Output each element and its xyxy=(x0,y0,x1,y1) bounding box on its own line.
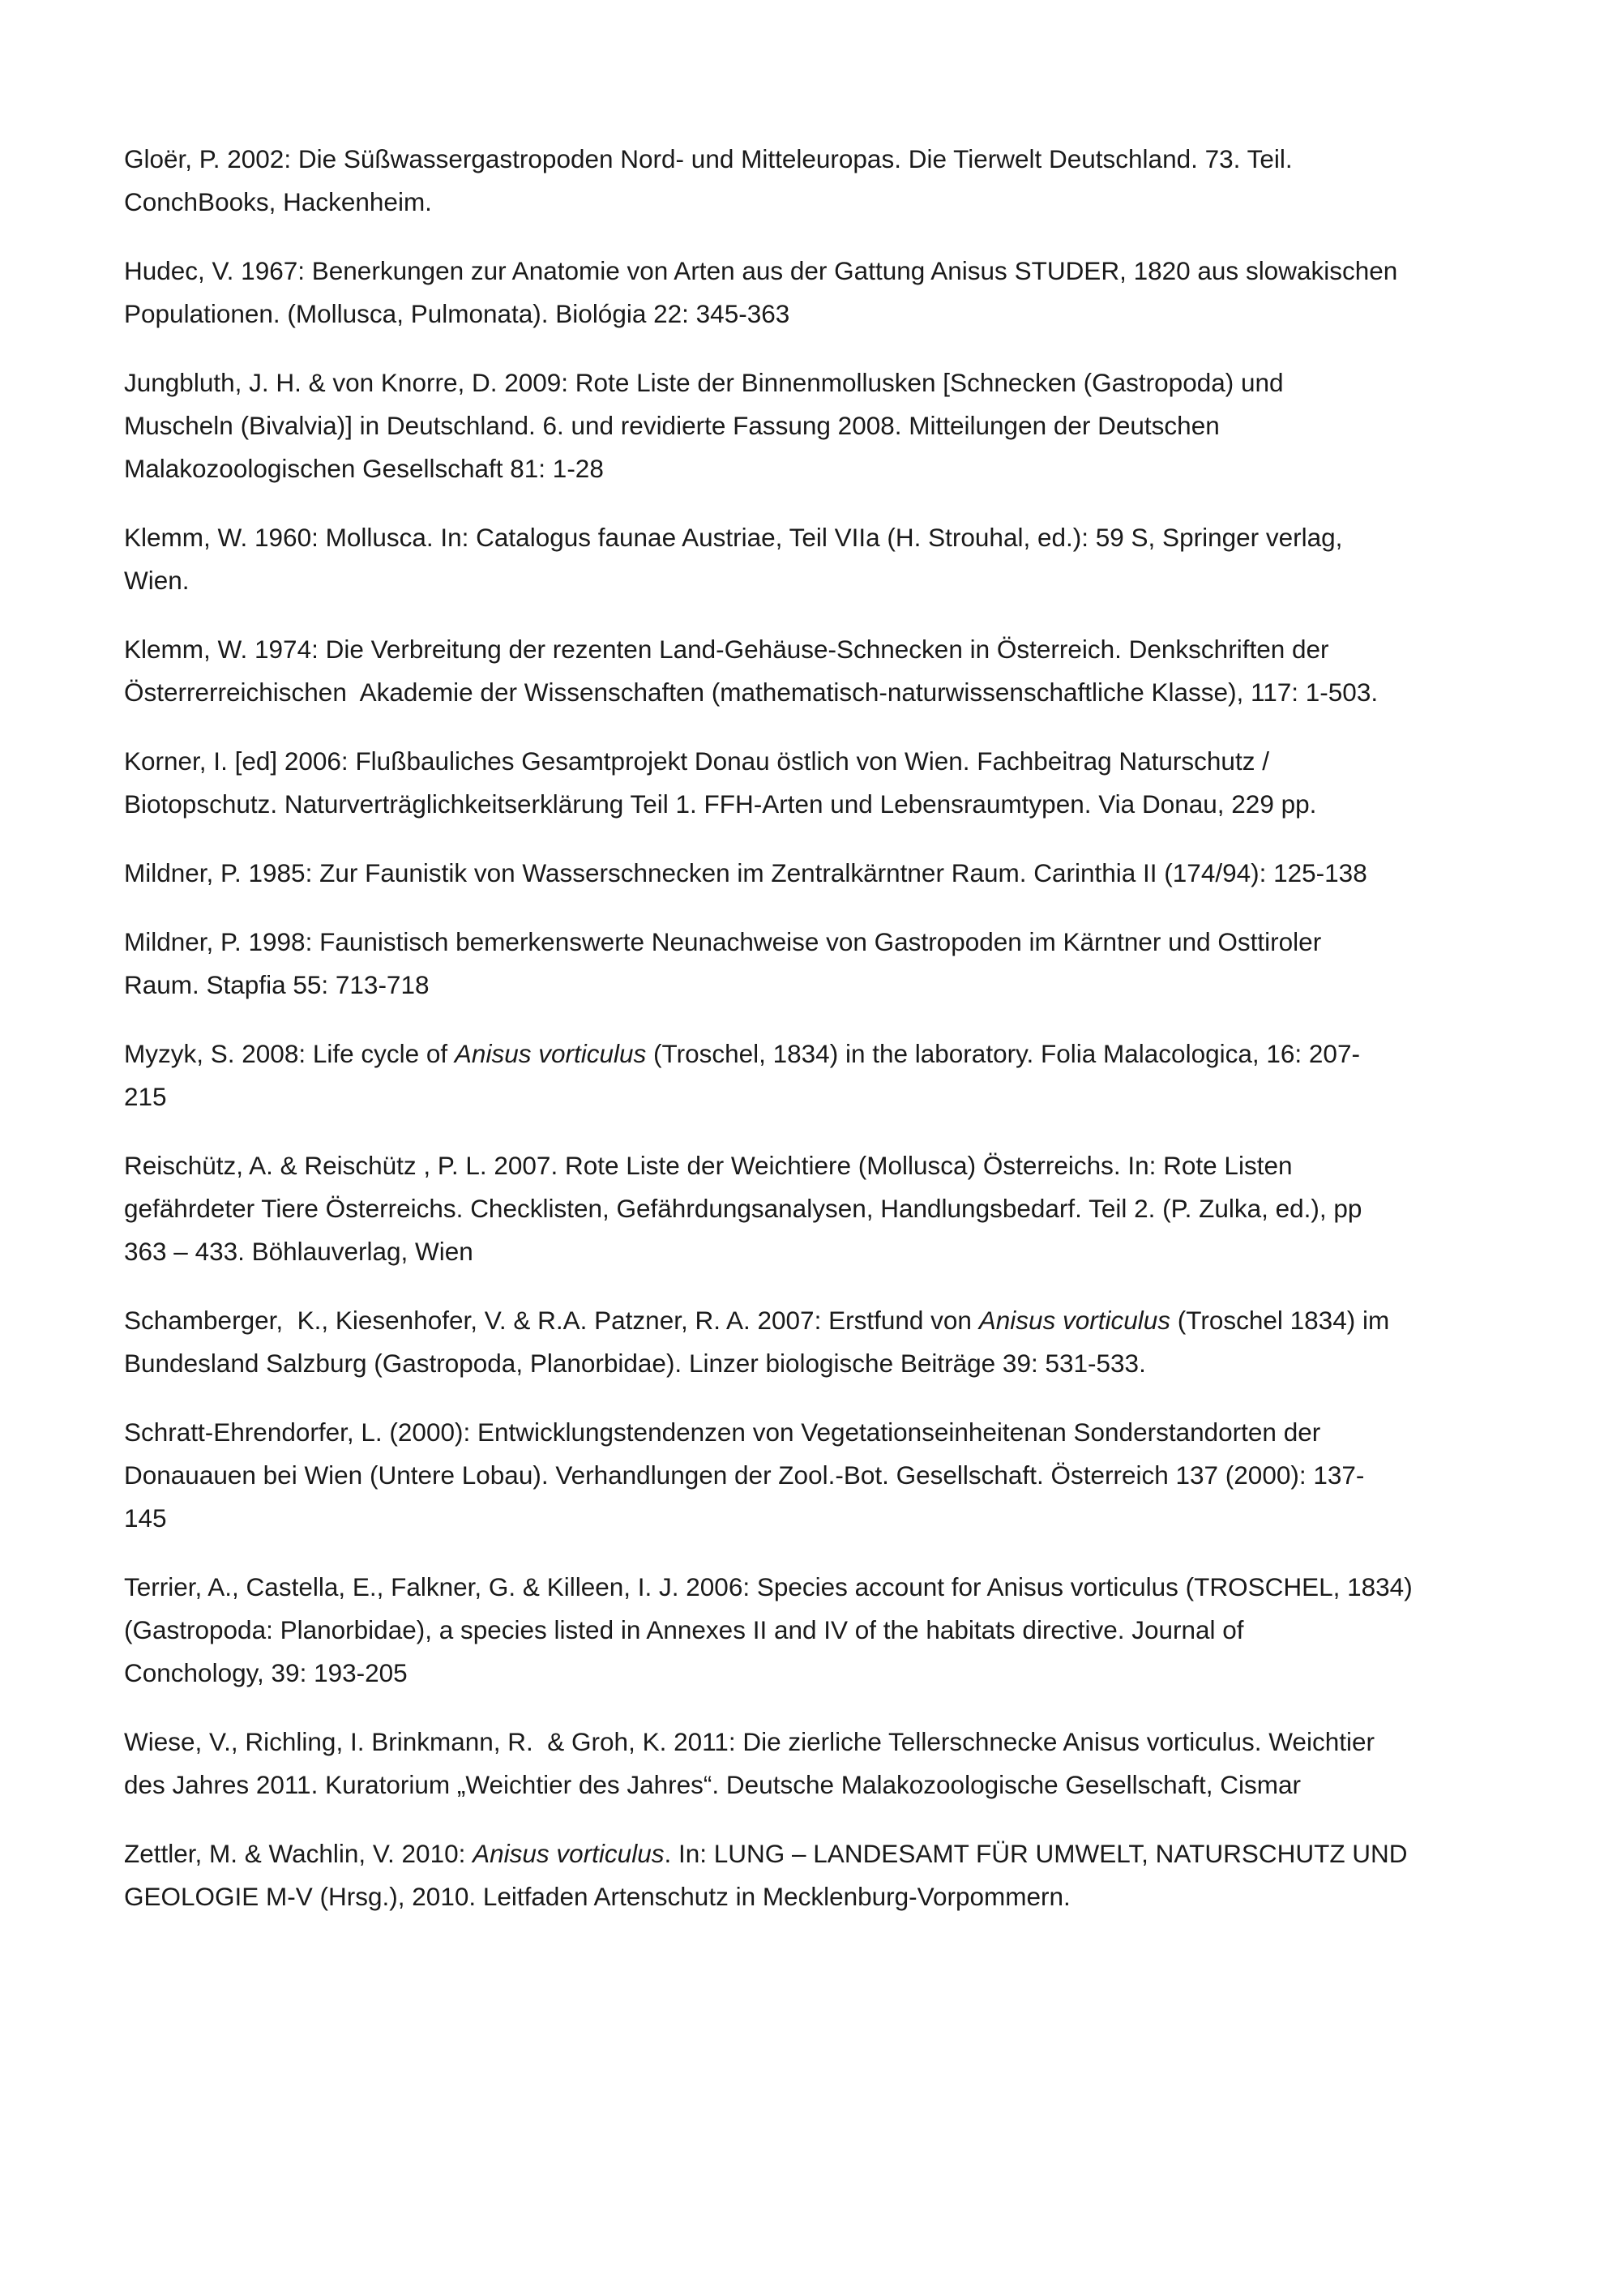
reference-text: Muscheln (Bivalvia)] in Deutschland. 6. und revidierte Fassung 2008. Mitteilungen der Deutschen xyxy=(124,411,1220,440)
reference-line xyxy=(124,293,1502,336)
reference-line xyxy=(124,250,1502,293)
reference-text: Korner, I. [ed] 2006: Flußbauliches Gesamtprojekt Donau östlich von Wien. Fachbeitrag Naturschutz / xyxy=(124,746,1269,776)
reference-line xyxy=(124,516,1502,559)
reference-line xyxy=(124,1454,1502,1497)
reference-text: Hudec, V. 1967: Benerkungen zur Anatomie von Arten aus der Gattung Anisus STUDER, 1820 aus slowakischen xyxy=(124,256,1398,285)
reference-text: Schratt-Ehrendorfer, L. (2000): Entwicklungstendenzen von Vegetationseinheitenan Sonderstandorten der xyxy=(124,1417,1321,1447)
reference-text: (Gastropoda: Planorbidae), a species listed in Annexes II and IV of the habitats directive. Journal of xyxy=(124,1615,1244,1644)
reference-line xyxy=(124,1875,1502,1918)
reference-text: GEOLOGIE M-V (Hrsg.), 2010. Leitfaden Artenschutz in Mecklenburg-Vorpommern. xyxy=(124,1882,1071,1911)
reference-line xyxy=(124,1033,1502,1075)
reference-entry xyxy=(124,852,1502,895)
reference-line xyxy=(124,783,1502,826)
reference-text: Bundesland Salzburg (Gastropoda, Planorbidae). Linzer biologische Beiträge 39: 531-533. xyxy=(124,1349,1146,1378)
reference-line xyxy=(124,1832,1502,1875)
reference-text: Mildner, P. 1985: Zur Faunistik von Wasserschnecken im Zentralkärntner Raum. Carinthia II (174/94): 125-138 xyxy=(124,858,1367,887)
reference-text: gefährdeter Tiere Österreichs. Checklisten, Gefährdungsanalysen, Handlungsbedarf. Teil 2. (P. Zulka, ed.), pp xyxy=(124,1194,1362,1223)
reference-text: 215 xyxy=(124,1082,167,1111)
reference-text: . In: LUNG – LANDESAMT FÜR UMWELT, NATURSCHUTZ UND xyxy=(664,1839,1408,1868)
reference-text: 145 xyxy=(124,1503,167,1533)
reference-entry xyxy=(124,1033,1502,1118)
reference-line xyxy=(124,1144,1502,1187)
reference-text: Klemm, W. 1960: Mollusca. In: Catalogus faunae Austriae, Teil VIIa (H. Strouhal, ed.): 59 S, Springer verlag, xyxy=(124,523,1343,552)
reference-line xyxy=(124,628,1502,671)
reference-text: des Jahres 2011. Kuratorium „Weichtier des Jahres“. Deutsche Malakozoologische Gesellschaft, Cismar xyxy=(124,1770,1301,1799)
reference-line xyxy=(124,921,1502,964)
reference-entry xyxy=(124,361,1502,490)
reference-line xyxy=(124,447,1502,490)
reference-line xyxy=(124,671,1502,714)
reference-line xyxy=(124,1566,1502,1609)
reference-text: Donauauen bei Wien (Untere Lobau). Verhandlungen der Zool.-Bot. Gesellschaft. Österreich 137 (2000): 137- xyxy=(124,1460,1365,1490)
reference-line xyxy=(124,1721,1502,1764)
reference-line xyxy=(124,138,1502,181)
reference-text: Mildner, P. 1998: Faunistisch bemerkenswerte Neunachweise von Gastropoden im Kärntner und Osttiroler xyxy=(124,927,1322,956)
reference-line xyxy=(124,1299,1502,1342)
reference-entry xyxy=(124,516,1502,602)
reference-entry xyxy=(124,1411,1502,1540)
reference-text: Malakozoologischen Gesellschaft 81: 1-28 xyxy=(124,454,604,483)
reference-text: Jungbluth, J. H. & von Knorre, D. 2009: Rote Liste der Binnenmollusken [Schnecken (Gastropoda) und xyxy=(124,368,1284,397)
reference-entry xyxy=(124,921,1502,1007)
reference-line xyxy=(124,559,1502,602)
reference-line xyxy=(124,1609,1502,1652)
reference-line xyxy=(124,1230,1502,1273)
species-name-italic: Anisus vorticulus xyxy=(473,1839,665,1868)
reference-text: Wiese, V., Richling, I. Brinkmann, R. & Groh, K. 2011: Die zierliche Tellerschnecke Anisus vorticulus. Weichtier xyxy=(124,1727,1375,1756)
reference-text: Gloër, P. 2002: Die Süßwassergastropoden Nord- und Mitteleuropas. Die Tierwelt Deutschland. 73. Teil. xyxy=(124,144,1293,173)
reference-line xyxy=(124,1652,1502,1695)
reference-text: Conchology, 39: 193-205 xyxy=(124,1658,408,1687)
reference-entry xyxy=(124,1299,1502,1385)
reference-entry xyxy=(124,628,1502,714)
reference-text: Klemm, W. 1974: Die Verbreitung der rezenten Land-Gehäuse-Schnecken in Österreich. Denkschriften der xyxy=(124,635,1329,664)
reference-text: Raum. Stapfia 55: 713-718 xyxy=(124,970,430,999)
reference-text: Zettler, M. & Wachlin, V. 2010: xyxy=(124,1839,473,1868)
reference-line xyxy=(124,1075,1502,1118)
reference-text: (Troschel 1834) im xyxy=(1170,1306,1390,1335)
reference-line xyxy=(124,1764,1502,1806)
species-name-italic: Anisus vorticulus xyxy=(978,1306,1171,1335)
reference-line xyxy=(124,964,1502,1007)
reference-text: Österrerreichischen Akademie der Wissenschaften (mathematisch-naturwissenschaftliche Klasse), 117: 1-503. xyxy=(124,678,1379,707)
reference-entry xyxy=(124,250,1502,336)
reference-line xyxy=(124,361,1502,404)
reference-text: Biotopschutz. Naturverträglichkeitserklärung Teil 1. FFH-Arten und Lebensraumtypen. Via Donau, 229 pp. xyxy=(124,789,1317,819)
reference-entry xyxy=(124,1721,1502,1806)
reference-text: Populationen. (Mollusca, Pulmonata). Biológia 22: 345-363 xyxy=(124,299,790,328)
reference-text: Terrier, A., Castella, E., Falkner, G. & Killeen, I. J. 2006: Species account for Anisus vorticulus (TROSCHEL, 1834) xyxy=(124,1572,1413,1601)
reference-text: ConchBooks, Hackenheim. xyxy=(124,187,432,216)
reference-line xyxy=(124,1411,1502,1454)
reference-line xyxy=(124,740,1502,783)
reference-text: 363 – 433. Böhlauverlag, Wien xyxy=(124,1237,473,1266)
reference-entry xyxy=(124,1566,1502,1695)
reference-line xyxy=(124,404,1502,447)
reference-line xyxy=(124,1342,1502,1385)
reference-text: Wien. xyxy=(124,566,190,595)
reference-text: Myzyk, S. 2008: Life cycle of xyxy=(124,1039,455,1068)
reference-line xyxy=(124,852,1502,895)
reference-entry xyxy=(124,1832,1502,1918)
species-name-italic: Anisus vorticulus xyxy=(454,1039,647,1068)
reference-text: Reischütz, A. & Reischütz , P. L. 2007. Rote Liste der Weichtiere (Mollusca) Österreichs. In: Rote Listen xyxy=(124,1151,1293,1180)
reference-entry xyxy=(124,740,1502,826)
reference-entry xyxy=(124,138,1502,224)
reference-text: (Troschel, 1834) in the laboratory. Folia Malacologica, 16: 207- xyxy=(646,1039,1360,1068)
reference-line xyxy=(124,1187,1502,1230)
reference-line xyxy=(124,181,1502,224)
reference-text: Schamberger, K., Kiesenhofer, V. & R.A. Patzner, R. A. 2007: Erstfund von xyxy=(124,1306,979,1335)
reference-list xyxy=(124,138,1502,1944)
reference-line xyxy=(124,1497,1502,1540)
reference-entry xyxy=(124,1144,1502,1273)
